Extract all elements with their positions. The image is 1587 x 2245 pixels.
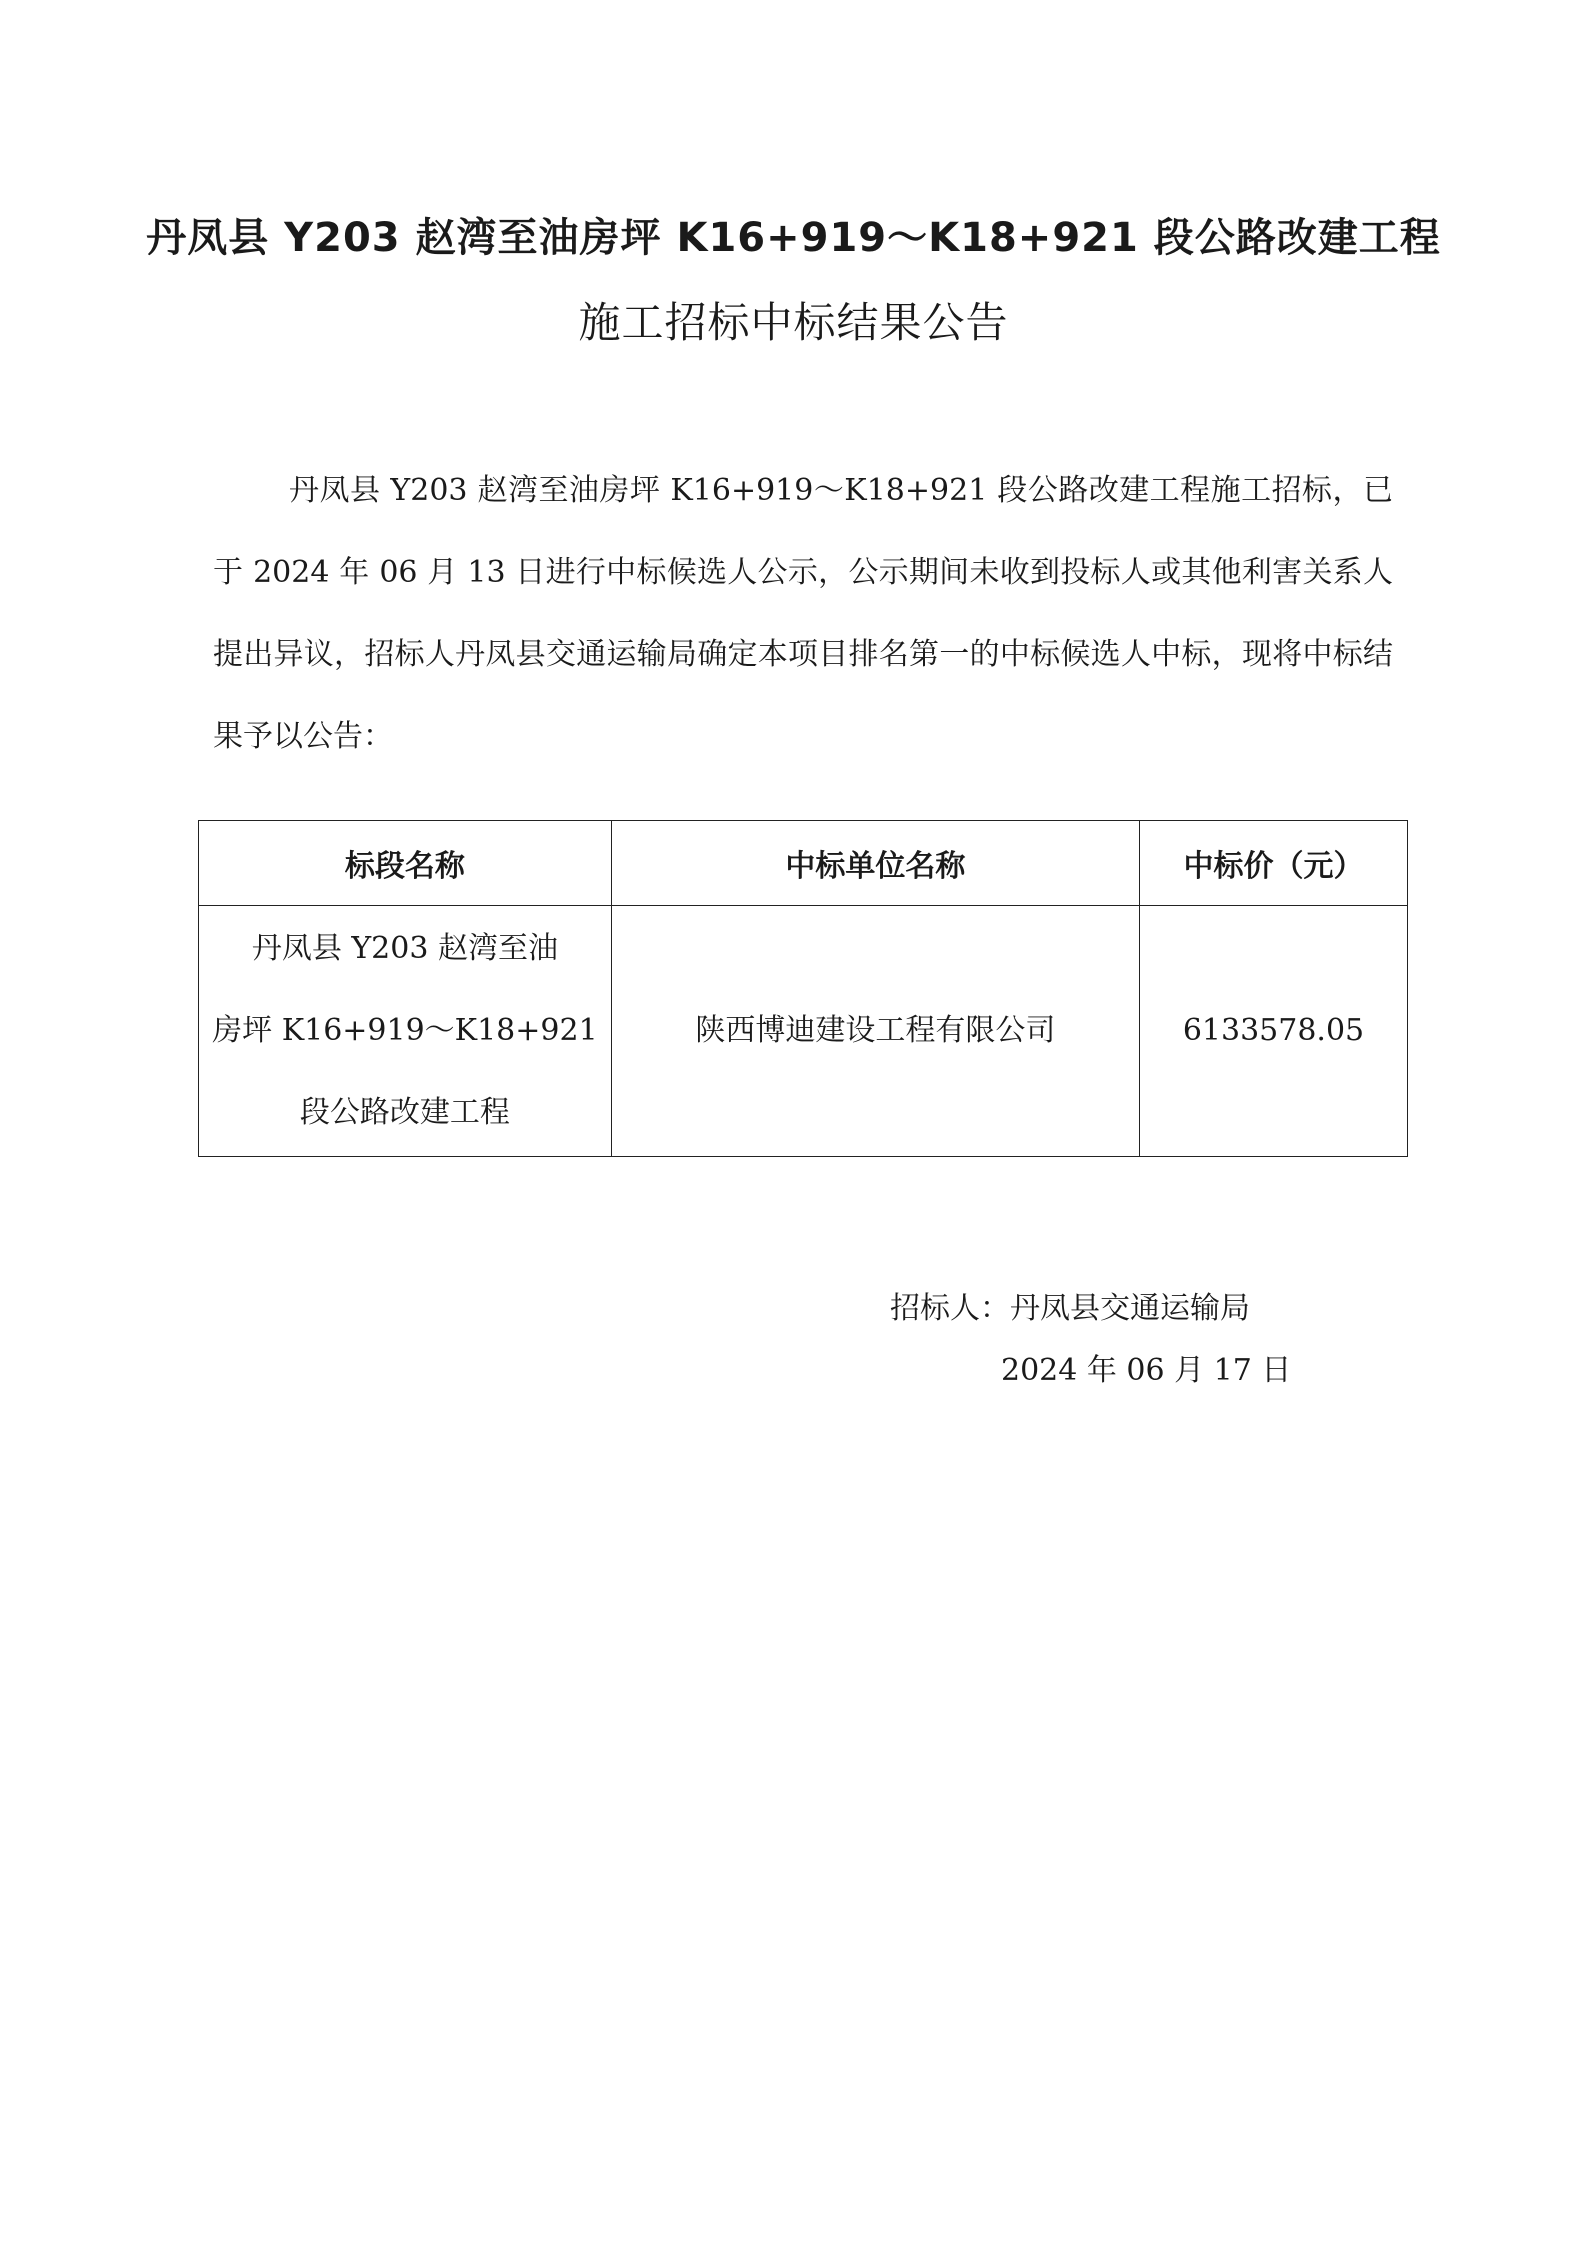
winner-name-cell: 陕西博迪建设工程有限公司 <box>611 906 1139 1157</box>
table-header-row <box>199 821 1408 906</box>
document-title-line1: 丹凤县 Y203 赵湾至油房坪 K16+919～K18+921 段公路改建工程 <box>146 215 1441 261</box>
award-price-cell: 6133578.05 <box>1139 906 1407 1157</box>
header-lot-name: 标段名称 <box>199 821 612 906</box>
header-award-price: 中标价（元） <box>1139 821 1407 906</box>
intro-paragraph: 丹凤县 Y203 赵湾至油房坪 K16+919～K18+921 段公路改建工程施工招标，已于 2024 年 06 月 13 日进行中标候选人公示，公示期间未收到投标人或其他利害关系人提出异议，招标人丹凤县交通运输局确定本项目排名第一的中标候选人中标，现将中标结果予以公告： <box>213 473 1393 754</box>
lot-name-cell <box>199 906 612 1157</box>
issuer-signature: 招标人：丹凤县交通运输局 <box>890 1291 1250 1326</box>
document-title-line2: 施工招标中标结果公告 <box>578 298 1009 347</box>
lot-name-line: 段公路改建工程 <box>299 1095 510 1130</box>
header-winner-name: 中标单位名称 <box>611 821 1139 906</box>
issue-date: 2024 年 06 月 17 日 <box>1001 1353 1292 1388</box>
table-row <box>199 906 1408 1157</box>
lot-name-line: 丹凤县 Y203 赵湾至油 <box>251 931 558 966</box>
award-result-table <box>198 820 1408 1157</box>
lot-name-line: 房坪 K16+919～K18+921 <box>212 1013 598 1048</box>
